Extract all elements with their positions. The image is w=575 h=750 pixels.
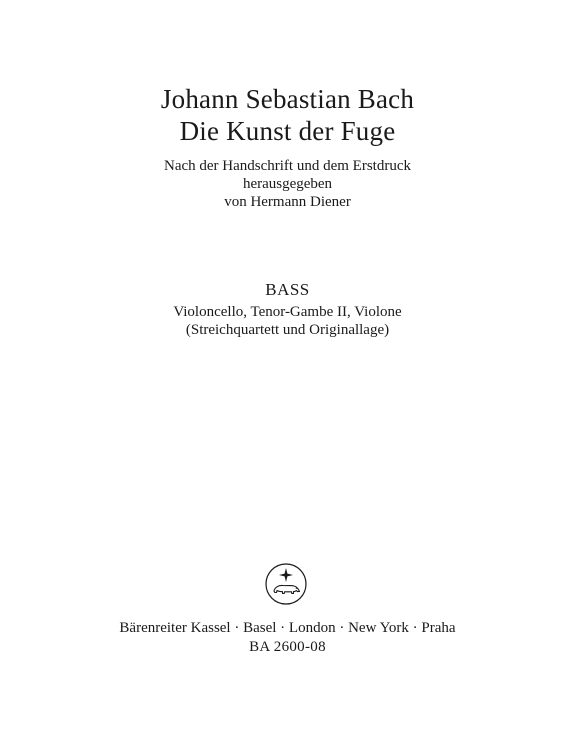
edition-line-1: Nach der Handschrift und dem Erstdruck: [163, 158, 411, 174]
instrument-line-2: (Streichquartett und Originallage): [185, 322, 390, 338]
part-name: BASS: [265, 280, 310, 299]
instrument-line-1: Violoncello, Tenor-Gambe II, Violone: [173, 304, 402, 320]
edition-line-2: herausgegeben: [242, 176, 333, 192]
publisher-line: Bärenreiter Kassel · Basel · London · New York · Praha: [119, 620, 456, 636]
baerenreiter-bear-star-icon: [264, 562, 308, 606]
edition-line-3: von Hermann Diener: [224, 194, 351, 210]
composer-name: Johann Sebastian Bach: [160, 84, 415, 114]
work-title: Die Kunst der Fuge: [179, 116, 396, 146]
catalog-number: BA 2600-08: [249, 639, 326, 655]
